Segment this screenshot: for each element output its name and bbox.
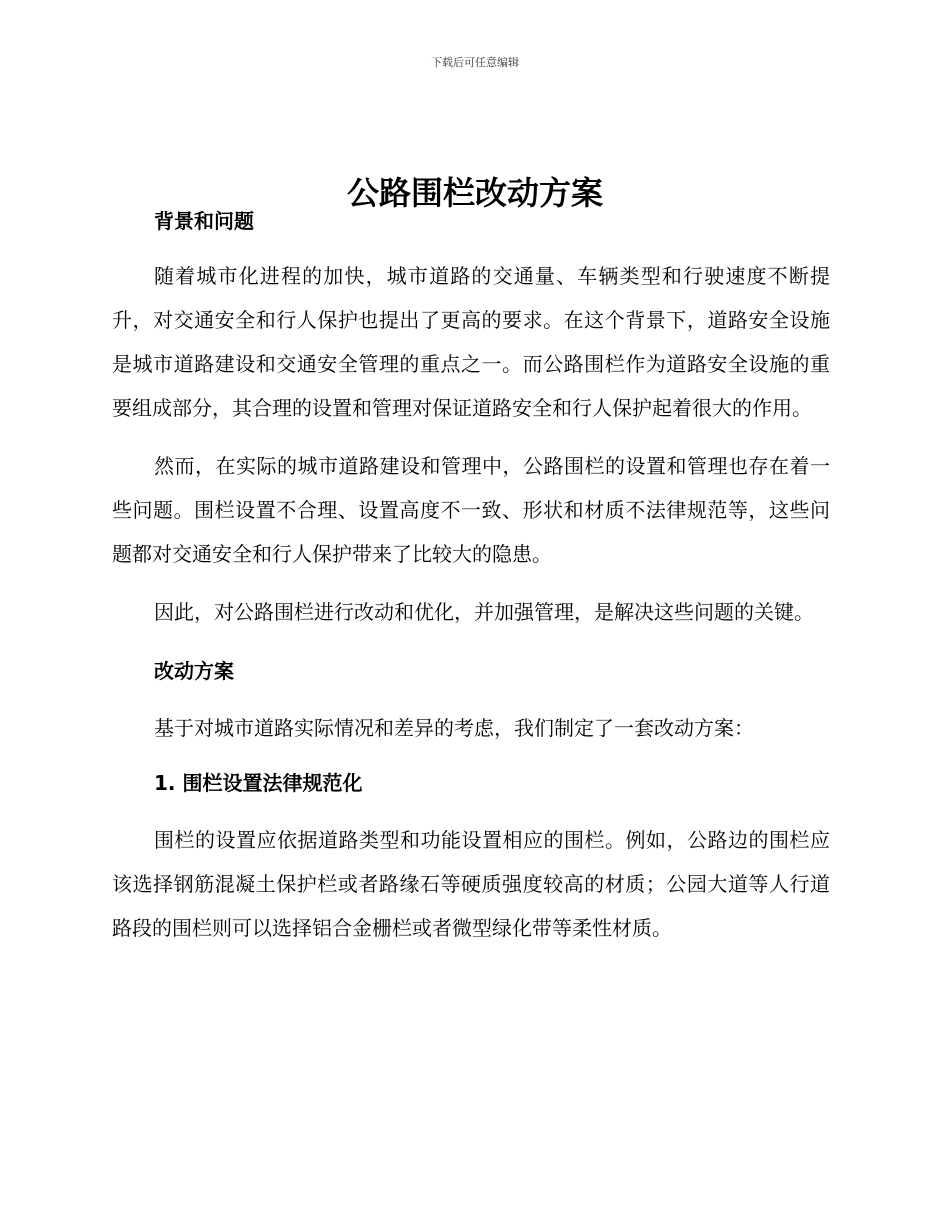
paragraph-background-1: 随着城市化进程的加快，城市道路的交通量、车辆类型和行驶速度不断提升，对交通安全和行人保护也提出了更高的要求。在这个背景下，道路安全设施是城市道路建设和交通安全管理的重点之一。而公路围栏作为道路安全设施的重要组成部分，其合理的设置和管理对保证道路安全和行人保护起着很大的作用。 <box>112 264 830 420</box>
subsection-heading-item-1: 1. 围栏设置法律规范化 <box>154 771 363 795</box>
paragraph-background-2: 然而，在实际的城市道路建设和管理中，公路围栏的设置和管理也存在着一些问题。围栏设置不合理、设置高度不一致、形状和材质不法律规范等，这些问题都对交通安全和行人保护带来了比较大的隐患。 <box>112 454 830 566</box>
document-body <box>112 198 830 964</box>
document-title: 公路围栏改动方案 <box>346 174 603 213</box>
section-heading-plan: 改动方案 <box>154 659 234 683</box>
paragraph-background-3: 因此，对公路围栏进行改动和优化，并加强管理，是解决这些问题的关键。 <box>154 600 814 624</box>
paragraph-plan-intro: 基于对城市道路实际情况和差异的考虑，我们制定了一套改动方案： <box>154 716 754 740</box>
section-heading-background: 背景和问题 <box>154 209 254 233</box>
paragraph-item-1: 围栏的设置应依据道路类型和功能设置相应的围栏。例如，公路边的围栏应该选择钢筋混凝土保护栏或者路缘石等硬质强度较高的材质；公园大道等人行道路段的围栏则可以选择铝合金栅栏或者微型绿化带等柔性材质。 <box>112 828 830 940</box>
page-header-note: 下载后可任意编辑 <box>431 56 519 69</box>
